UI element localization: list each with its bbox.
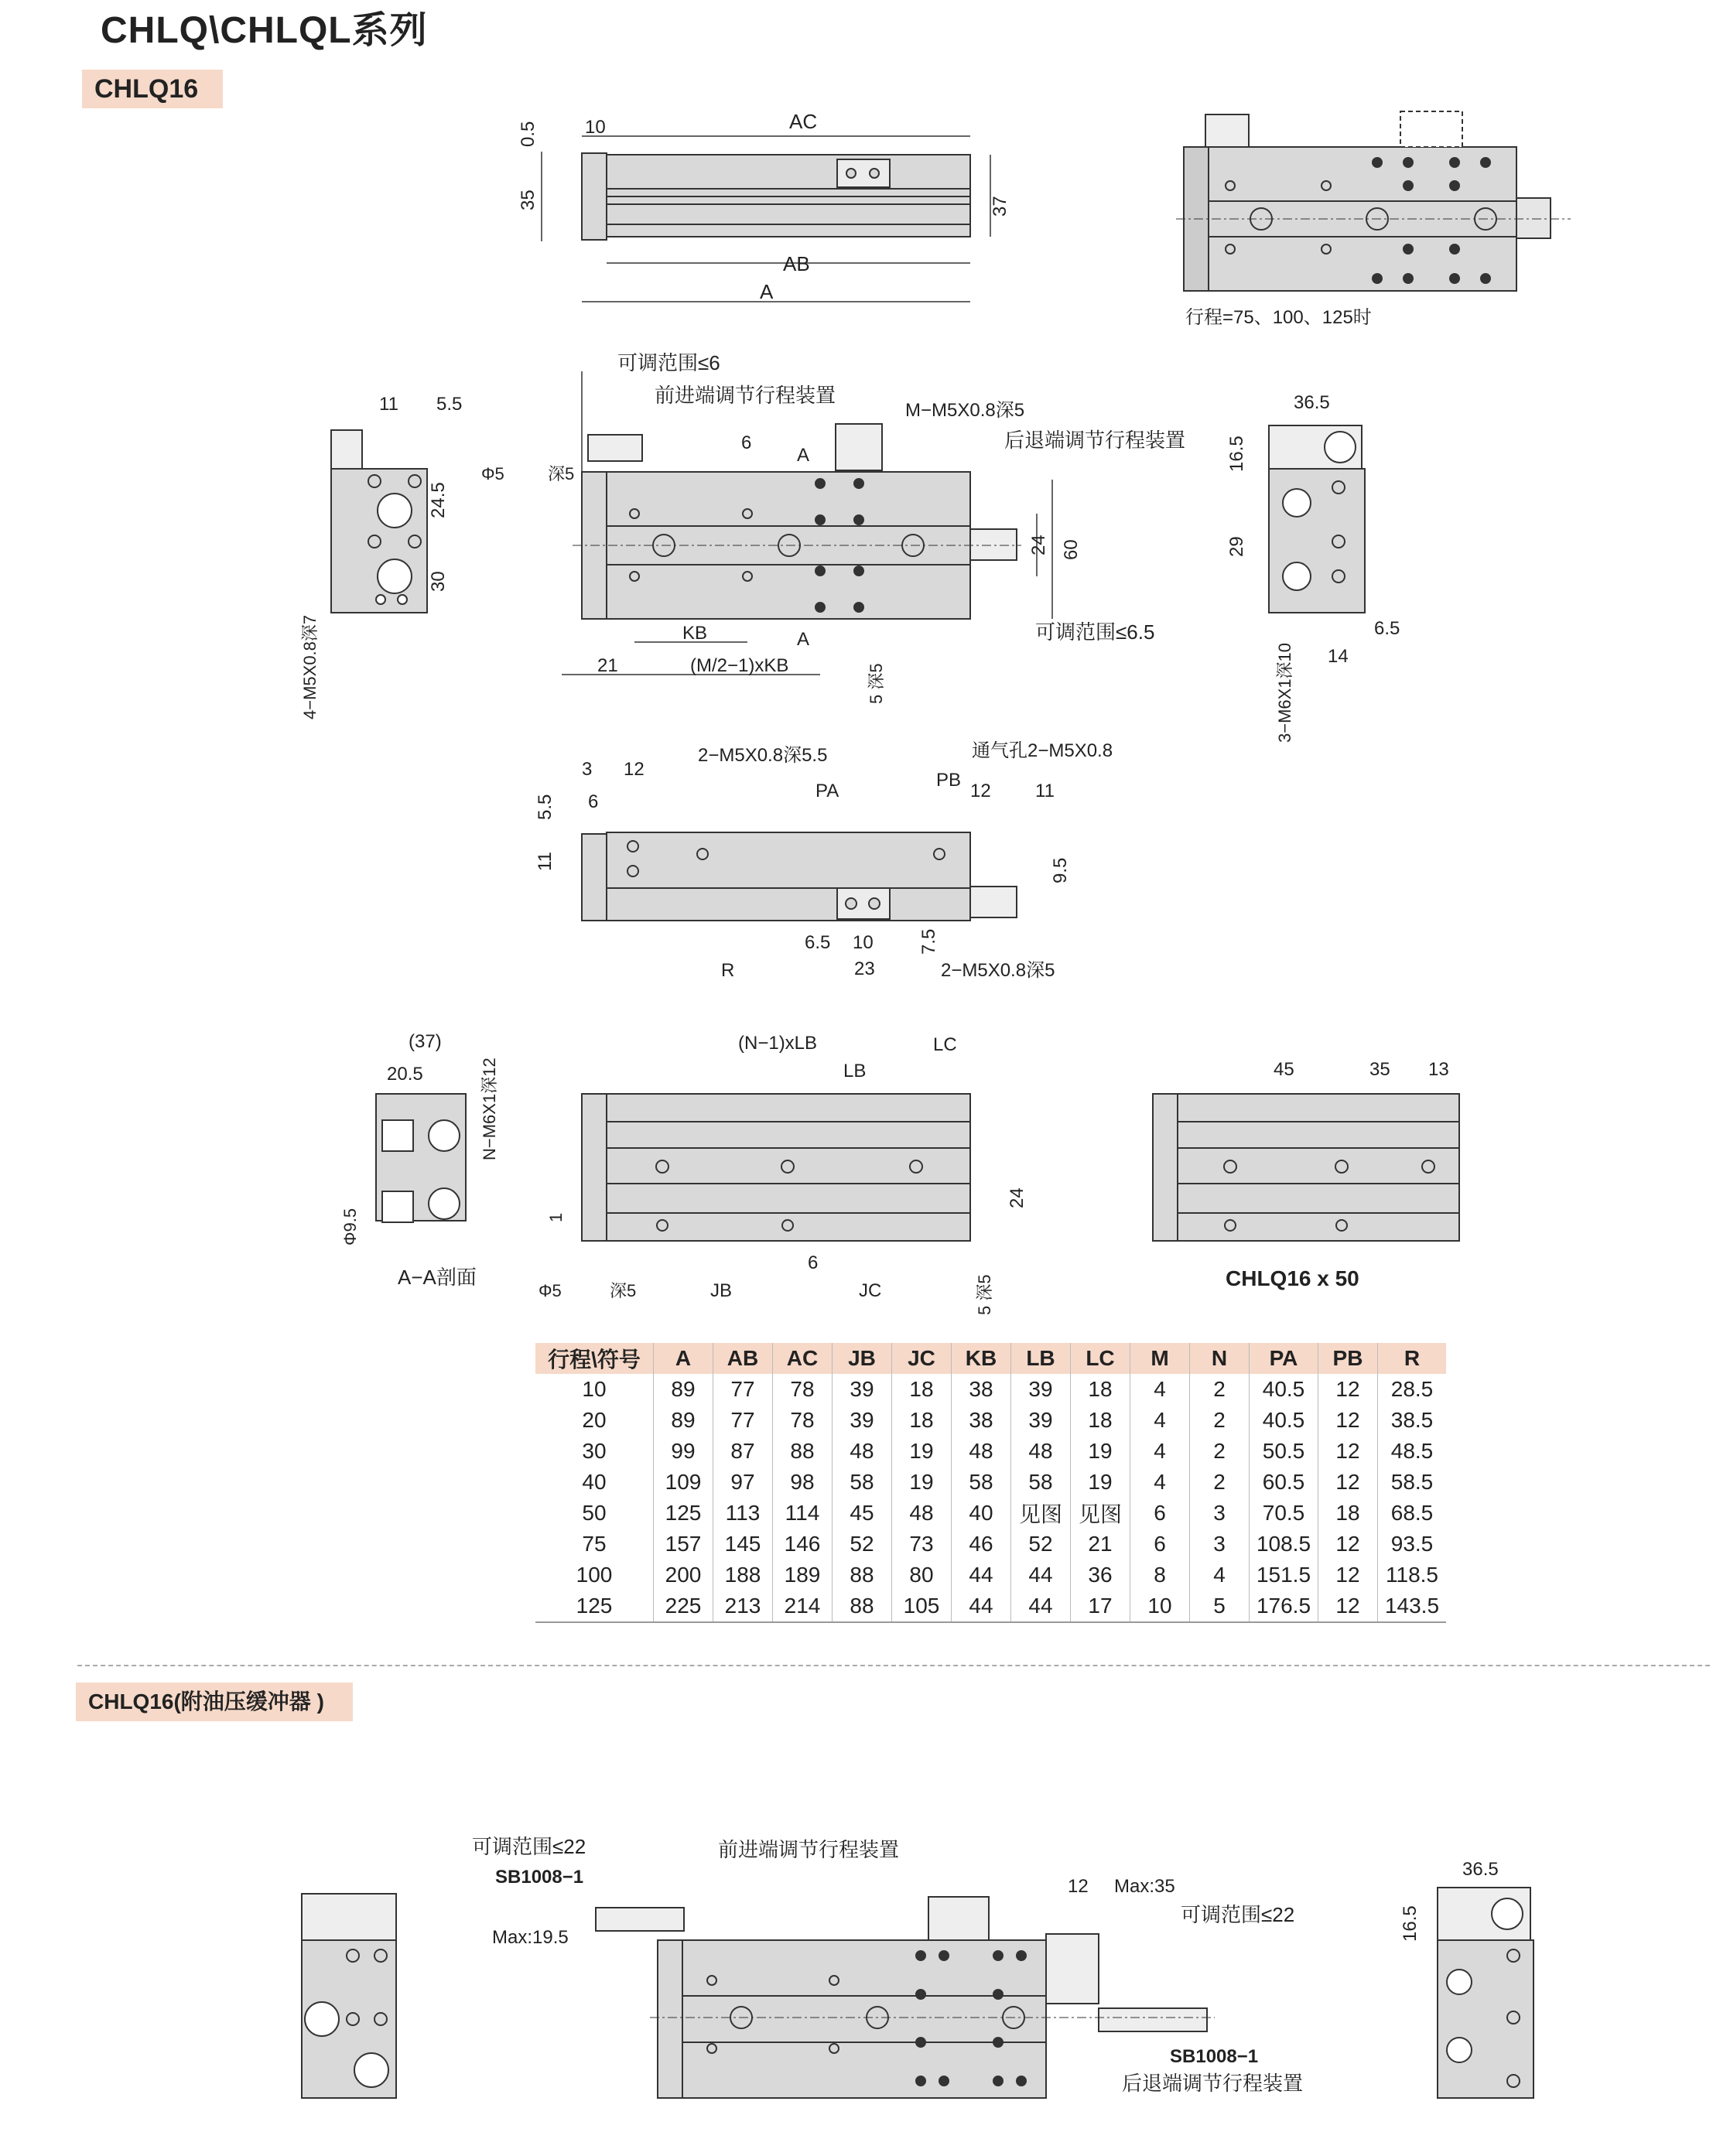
table-cell: 157: [654, 1529, 713, 1560]
dim-1: 1: [546, 1212, 566, 1222]
table-cell: 40: [952, 1498, 1011, 1529]
vent-label: 通气孔2−M5X0.8: [972, 740, 1113, 761]
table-header-cell: R: [1378, 1343, 1447, 1374]
table-cell: 143.5: [1378, 1591, 1447, 1622]
table-cell: 48: [892, 1498, 952, 1529]
table-cell: 39: [1011, 1374, 1071, 1405]
table-cell: 48: [1011, 1436, 1071, 1467]
table-cell: 12: [1318, 1405, 1378, 1436]
top-view-right: [1184, 111, 1551, 291]
table-cell: 78: [773, 1374, 833, 1405]
table-cell: 8: [1130, 1560, 1190, 1591]
table-cell: 60.5: [1250, 1467, 1318, 1498]
section-a-a: [376, 1094, 466, 1222]
dim-36-5-a: 36.5: [1294, 392, 1330, 413]
table-cell: 213: [713, 1591, 773, 1622]
table-cell: 88: [833, 1560, 892, 1591]
table-cell: 44: [1011, 1591, 1071, 1622]
table-header-cell: M: [1130, 1343, 1190, 1374]
dim-5-deep5: 5 深5: [867, 663, 886, 704]
dim-pb: PB: [936, 770, 962, 791]
table-cell: 6: [1130, 1529, 1190, 1560]
table-cell: 45: [833, 1498, 892, 1529]
table-cell: 4: [1130, 1405, 1190, 1436]
sb-part-a: SB1008−1: [495, 1867, 584, 1888]
table-cell: 114: [773, 1498, 833, 1529]
deep5-label-b: 深5: [610, 1281, 637, 1300]
table-cell: 4: [1130, 1374, 1190, 1405]
section-aa-label: A−A剖面: [398, 1266, 477, 1289]
table-cell: 2: [1190, 1467, 1250, 1498]
table-cell: 40.5: [1250, 1405, 1318, 1436]
dim-r: R: [721, 960, 735, 981]
table-row: [535, 1529, 1446, 1560]
table-header-cell: JC: [892, 1343, 952, 1374]
dim-21: 21: [597, 655, 618, 676]
table-cell: 89: [654, 1405, 713, 1436]
phi5-label-b: Φ5: [539, 1281, 562, 1300]
shock-left-end: [302, 1894, 396, 2098]
table-cell: 188: [713, 1560, 773, 1591]
front-adjuster-b: 前进端调节行程装置: [718, 1838, 900, 1861]
table-cell: 18: [1071, 1374, 1130, 1405]
table-cell: 19: [892, 1467, 952, 1498]
table-row: [535, 1467, 1446, 1498]
m5x4-label: 4−M5X0.8深7: [300, 614, 320, 719]
table-cell: 19: [892, 1436, 952, 1467]
dim-6-b: 6: [588, 791, 599, 812]
m-m5-label: M−M5X0.8深5: [905, 400, 1025, 421]
table-cell: 80: [892, 1560, 952, 1591]
dim-6: 6: [741, 432, 752, 453]
table-cell: 58: [952, 1467, 1011, 1498]
table-cell: 44: [952, 1560, 1011, 1591]
n-m6-label: N−M6X1深12: [480, 1057, 499, 1160]
dim-12-b: 12: [970, 781, 991, 801]
table-cell: 2: [1190, 1436, 1250, 1467]
dim-45: 45: [1274, 1059, 1294, 1080]
table-cell: 48: [833, 1436, 892, 1467]
dim-n1lb: (N−1)xLB: [738, 1033, 818, 1054]
table-cell: 125: [535, 1591, 654, 1622]
table-cell: 105: [892, 1591, 952, 1622]
table-cell: 48: [952, 1436, 1011, 1467]
table-cell: 145: [713, 1529, 773, 1560]
dim-24: 24: [1028, 535, 1049, 555]
table-cell: 见图: [1071, 1498, 1130, 1529]
sb-part-b: SB1008−1: [1170, 2046, 1259, 2067]
dim-pa: PA: [815, 781, 839, 801]
adj-range-22-b: 可调范围≤22: [1181, 1903, 1295, 1926]
table-cell: 52: [1011, 1529, 1071, 1560]
table-cell: 58.5: [1390, 1470, 1434, 1494]
dim-6-5: 6.5: [1374, 618, 1400, 639]
m5x2b-label: 2−M5X0.8深5: [941, 960, 1055, 981]
table-cell: 18: [892, 1405, 952, 1436]
table-row: [535, 1436, 1446, 1467]
table-cell: 4: [1130, 1436, 1190, 1467]
shock-plan-view: [596, 1897, 1207, 2098]
dim-37-paren: (37): [409, 1031, 442, 1052]
dim-29: 29: [1226, 536, 1247, 557]
dim-jb: JB: [710, 1280, 733, 1301]
dim-ac: AC: [789, 110, 818, 133]
table-cell: 50: [535, 1498, 654, 1529]
dim-20-5: 20.5: [387, 1064, 423, 1085]
dim-13: 13: [1428, 1059, 1449, 1080]
table-cell: 28.5: [1390, 1377, 1434, 1401]
table-cell: 50.5: [1250, 1436, 1318, 1467]
table-cell: 4: [1130, 1467, 1190, 1498]
dim-9-5: 9.5: [1050, 857, 1071, 883]
table-cell: 75: [535, 1529, 654, 1560]
table-cell: 4: [1190, 1560, 1250, 1591]
dim-6-5-b: 6.5: [805, 932, 831, 953]
table-header-cell: 行程\符号: [535, 1343, 654, 1374]
m5x2a-label: 2−M5X0.8深5.5: [698, 745, 828, 766]
dim-11-c: 11: [535, 852, 556, 871]
dim-30: 30: [428, 571, 449, 592]
rear-adjuster: 后退端调节行程装置: [1004, 429, 1186, 452]
table-body: [535, 1374, 1446, 1622]
table-cell: 125: [654, 1498, 713, 1529]
right-end-view: [1269, 425, 1365, 613]
table-cell: 88: [833, 1591, 892, 1622]
side-view-middle: [582, 832, 1017, 921]
dim-11-b: 11: [1035, 781, 1055, 801]
table-row: [535, 1405, 1446, 1436]
phi5-label: Φ5: [481, 464, 504, 483]
side-view-top: [582, 153, 970, 240]
section-tag-chlq16: CHLQ16: [82, 70, 223, 108]
table-cell: 58: [833, 1467, 892, 1498]
table-cell: 118.5: [1386, 1563, 1438, 1587]
table-row: [535, 1560, 1446, 1591]
dim-37: 37: [990, 196, 1010, 217]
dim-24-5: 24.5: [428, 482, 449, 518]
table-header-cell: KB: [952, 1343, 1011, 1374]
dim-10-b: 10: [853, 932, 874, 953]
table-cell: 97: [713, 1467, 773, 1498]
table-cell: 40.5: [1250, 1374, 1318, 1405]
table-cell: 38: [952, 1374, 1011, 1405]
adj-range-6-5: 可调范围≤6.5: [1035, 620, 1155, 644]
table-cell: 10: [535, 1374, 654, 1405]
dim-14: 14: [1328, 646, 1349, 667]
front-adjuster: 前进端调节行程装置: [655, 384, 836, 407]
table-cell: 146: [773, 1529, 833, 1560]
table-cell: 46: [952, 1529, 1011, 1560]
table-cell: 48.5: [1390, 1439, 1434, 1463]
table-cell: 3: [1190, 1498, 1250, 1529]
dim-5-deep5-b: 5 深5: [975, 1274, 994, 1315]
table-cell: 78: [773, 1405, 833, 1436]
section-a-top: A: [797, 445, 810, 466]
dim-0-5: 0.5: [518, 121, 539, 147]
table-cell: 39: [1011, 1405, 1071, 1436]
dim-10: 10: [585, 117, 606, 138]
table-cell: 93.5: [1390, 1532, 1434, 1556]
table-cell: 68.5: [1390, 1501, 1434, 1525]
table-cell: 189: [773, 1560, 833, 1591]
table-cell: 18: [1071, 1405, 1130, 1436]
rear-adjuster-b: 后退端调节行程装置: [1122, 2072, 1304, 2095]
shock-right-end: [1438, 1888, 1533, 2098]
table-cell: 12: [1318, 1529, 1378, 1560]
table-cell: 39: [833, 1405, 892, 1436]
dim-12-c: 12: [1068, 1876, 1089, 1897]
table-row: [535, 1591, 1446, 1622]
table-cell: 10: [1130, 1591, 1190, 1622]
table-cell: 58: [1011, 1467, 1071, 1498]
table-cell: 36: [1071, 1560, 1130, 1591]
table-header-cell: JB: [833, 1343, 892, 1374]
table-cell: 19: [1071, 1436, 1130, 1467]
table-cell: 21: [1071, 1529, 1130, 1560]
dim-jc: JC: [859, 1280, 882, 1301]
table-cell: 44: [1011, 1560, 1071, 1591]
table-cell: 73: [892, 1529, 952, 1560]
dim-35: 35: [518, 190, 539, 210]
table-cell: 30: [535, 1436, 654, 1467]
table-cell: 18: [892, 1374, 952, 1405]
dim-lc: LC: [933, 1034, 957, 1055]
table-cell: 5: [1190, 1591, 1250, 1622]
table-cell: 176.5: [1250, 1591, 1318, 1622]
table-header-cell: A: [654, 1343, 713, 1374]
section-tag-chlq16-shock: CHLQ16(附油压缓冲器 ): [76, 1683, 353, 1721]
table-cell: 20: [535, 1405, 654, 1436]
table-cell: 52: [833, 1529, 892, 1560]
table-cell: 见图: [1011, 1498, 1071, 1529]
dim-12-a: 12: [624, 759, 645, 780]
table-cell: 19: [1071, 1467, 1130, 1498]
table-cell: 87: [713, 1436, 773, 1467]
dim-lb: LB: [843, 1061, 867, 1081]
table-cell: 108.5: [1250, 1529, 1318, 1560]
table-cell: 18: [1318, 1498, 1378, 1529]
table-cell: 88: [773, 1436, 833, 1467]
dim-a: A: [760, 280, 774, 303]
table-header-cell: N: [1190, 1343, 1250, 1374]
table-cell: 40: [535, 1467, 654, 1498]
dim-m2kb: (M/2−1)xKB: [690, 655, 789, 676]
table-cell: 6: [1130, 1498, 1190, 1529]
section-a-bottom: A: [797, 629, 810, 650]
table-header-cell: PB: [1318, 1343, 1378, 1374]
dim-11-left: 11: [379, 394, 398, 415]
table-cell: 38.5: [1390, 1408, 1434, 1432]
dim-5-5: 5.5: [436, 394, 463, 415]
dim-6-c: 6: [808, 1252, 819, 1273]
bottom-view: [582, 1094, 970, 1241]
table-header-cell: AB: [713, 1343, 773, 1374]
table-cell: 12: [1318, 1436, 1378, 1467]
table-header-cell: PA: [1250, 1343, 1318, 1374]
dim-16-5-a: 16.5: [1226, 436, 1247, 472]
table-cell: 200: [654, 1560, 713, 1591]
table-cell: 77: [713, 1374, 773, 1405]
table-cell: 2: [1190, 1374, 1250, 1405]
adj-range-6: 可调范围≤6: [617, 351, 720, 374]
deep5-label: 深5: [548, 464, 575, 483]
table-cell: 38: [952, 1405, 1011, 1436]
table-cell: 99: [654, 1436, 713, 1467]
dim-60: 60: [1061, 539, 1082, 560]
max-19-5: Max:19.5: [492, 1927, 569, 1948]
dim-7-5: 7.5: [918, 928, 939, 955]
table-header-cell: LB: [1011, 1343, 1071, 1374]
dim-36-5-b: 36.5: [1462, 1859, 1499, 1880]
table-cell: 70.5: [1250, 1498, 1318, 1529]
table-header-cell: AC: [773, 1343, 833, 1374]
dim-kb: KB: [682, 623, 708, 644]
table-header-cell: LC: [1071, 1343, 1130, 1374]
table-cell: 113: [713, 1498, 773, 1529]
table-cell: 225: [654, 1591, 713, 1622]
dim-3: 3: [582, 759, 593, 780]
table-cell: 151.5: [1250, 1560, 1318, 1591]
left-end-view: [331, 430, 427, 613]
spec-table: [535, 1343, 1446, 1623]
table-header: [535, 1343, 1446, 1374]
table-cell: 2: [1190, 1405, 1250, 1436]
dim-35-b: 35: [1369, 1059, 1390, 1080]
bottom-view-x50: [1153, 1094, 1459, 1241]
dim-23: 23: [854, 958, 875, 979]
phi9-5-label: Φ9.5: [340, 1208, 360, 1245]
table-cell: 44: [952, 1591, 1011, 1622]
page-title: CHLQ\CHLQL系列: [101, 10, 428, 51]
table-cell: 3: [1190, 1529, 1250, 1560]
table-cell: 109: [654, 1467, 713, 1498]
table-row: [535, 1374, 1446, 1405]
dim-16-5-b: 16.5: [1400, 1905, 1421, 1942]
table-cell: 214: [773, 1591, 833, 1622]
adj-range-22-a: 可调范围≤22: [472, 1835, 586, 1858]
max-35: Max:35: [1114, 1876, 1175, 1897]
table-cell: 77: [713, 1405, 773, 1436]
table-cell: 98: [773, 1467, 833, 1498]
table-cell: 17: [1071, 1591, 1130, 1622]
dim-ab: AB: [783, 252, 810, 275]
table-cell: 100: [535, 1560, 654, 1591]
table-cell: 89: [654, 1374, 713, 1405]
model-x50-label: CHLQ16 x 50: [1226, 1266, 1359, 1290]
table-cell: 39: [833, 1374, 892, 1405]
table-cell: 12: [1318, 1374, 1378, 1405]
dim-5-5-b: 5.5: [535, 794, 556, 820]
m6x3-label: 3−M6X1深10: [1275, 642, 1294, 743]
table-cell: 12: [1318, 1591, 1378, 1622]
dim-24-b: 24: [1007, 1187, 1027, 1208]
table-cell: 12: [1318, 1560, 1378, 1591]
table-row: [535, 1498, 1446, 1529]
stroke-note: 行程=75、100、125时: [1185, 307, 1372, 328]
table-cell: 12: [1318, 1467, 1378, 1498]
